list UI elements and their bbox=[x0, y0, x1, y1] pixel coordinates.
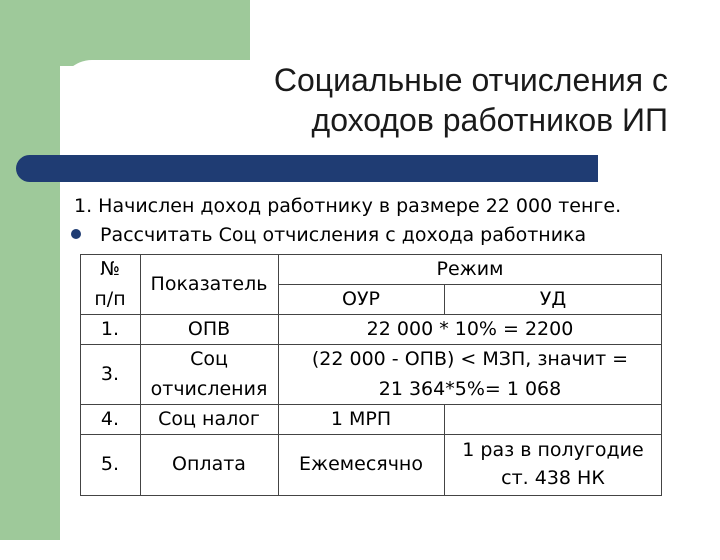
top-decoration bbox=[60, 0, 250, 66]
row-indicator: Соц налог bbox=[158, 408, 260, 430]
side-decoration bbox=[0, 0, 60, 540]
row-indicator: Оплата bbox=[172, 453, 246, 475]
task-statement: Рассчитать Соц отчисления с дохода работника bbox=[100, 224, 587, 246]
row-ud-value-line-2: ст. 438 НК bbox=[501, 467, 605, 489]
title-underline-bar bbox=[16, 155, 598, 182]
row-ud-value-line-1: 1 раз в полугодие bbox=[462, 439, 644, 461]
table-border-bottom bbox=[80, 495, 662, 496]
row-number: 3. bbox=[100, 363, 120, 385]
slide-title bbox=[120, 60, 668, 140]
title-line-2: доходов работников ИП bbox=[311, 102, 668, 138]
row-divider-1 bbox=[80, 344, 662, 345]
row-divider-mode bbox=[278, 284, 662, 285]
header-ud: УД bbox=[539, 288, 567, 310]
row-divider-4 bbox=[80, 434, 662, 435]
calculation-table bbox=[80, 254, 662, 496]
row-indicator-line-1: Соц bbox=[190, 348, 228, 370]
header-number-sign: № bbox=[100, 258, 120, 280]
row-value-line-1: (22 000 - ОПВ) < МЗП, значит = bbox=[311, 348, 629, 370]
header-number-label: п/п bbox=[94, 288, 126, 310]
row-divider-3 bbox=[80, 404, 662, 405]
title-line-1: Социальные отчисления с bbox=[273, 62, 668, 98]
row-number: 5. bbox=[100, 453, 120, 475]
row-our-value: Ежемесячно bbox=[299, 453, 423, 475]
row-divider-header bbox=[80, 314, 662, 315]
row-number: 1. bbox=[100, 318, 120, 340]
table-border-top bbox=[80, 254, 662, 255]
bullet-icon bbox=[71, 229, 81, 239]
header-our: ОУР bbox=[342, 288, 380, 310]
problem-statement: 1. Начислен доход работнику в размере 22 000 тенге. bbox=[74, 195, 622, 217]
row-value: 22 000 * 10% = 2200 bbox=[366, 318, 574, 340]
row-indicator: ОПВ bbox=[187, 318, 231, 340]
header-mode: Режим bbox=[436, 258, 504, 280]
row-indicator-line-2: отчисления bbox=[150, 378, 268, 400]
row-value: 1 МРП bbox=[330, 408, 392, 430]
row-value-line-2: 21 364*5%= 1 068 bbox=[378, 378, 562, 400]
header-indicator: Показатель bbox=[150, 273, 268, 295]
row-number: 4. bbox=[100, 408, 120, 430]
